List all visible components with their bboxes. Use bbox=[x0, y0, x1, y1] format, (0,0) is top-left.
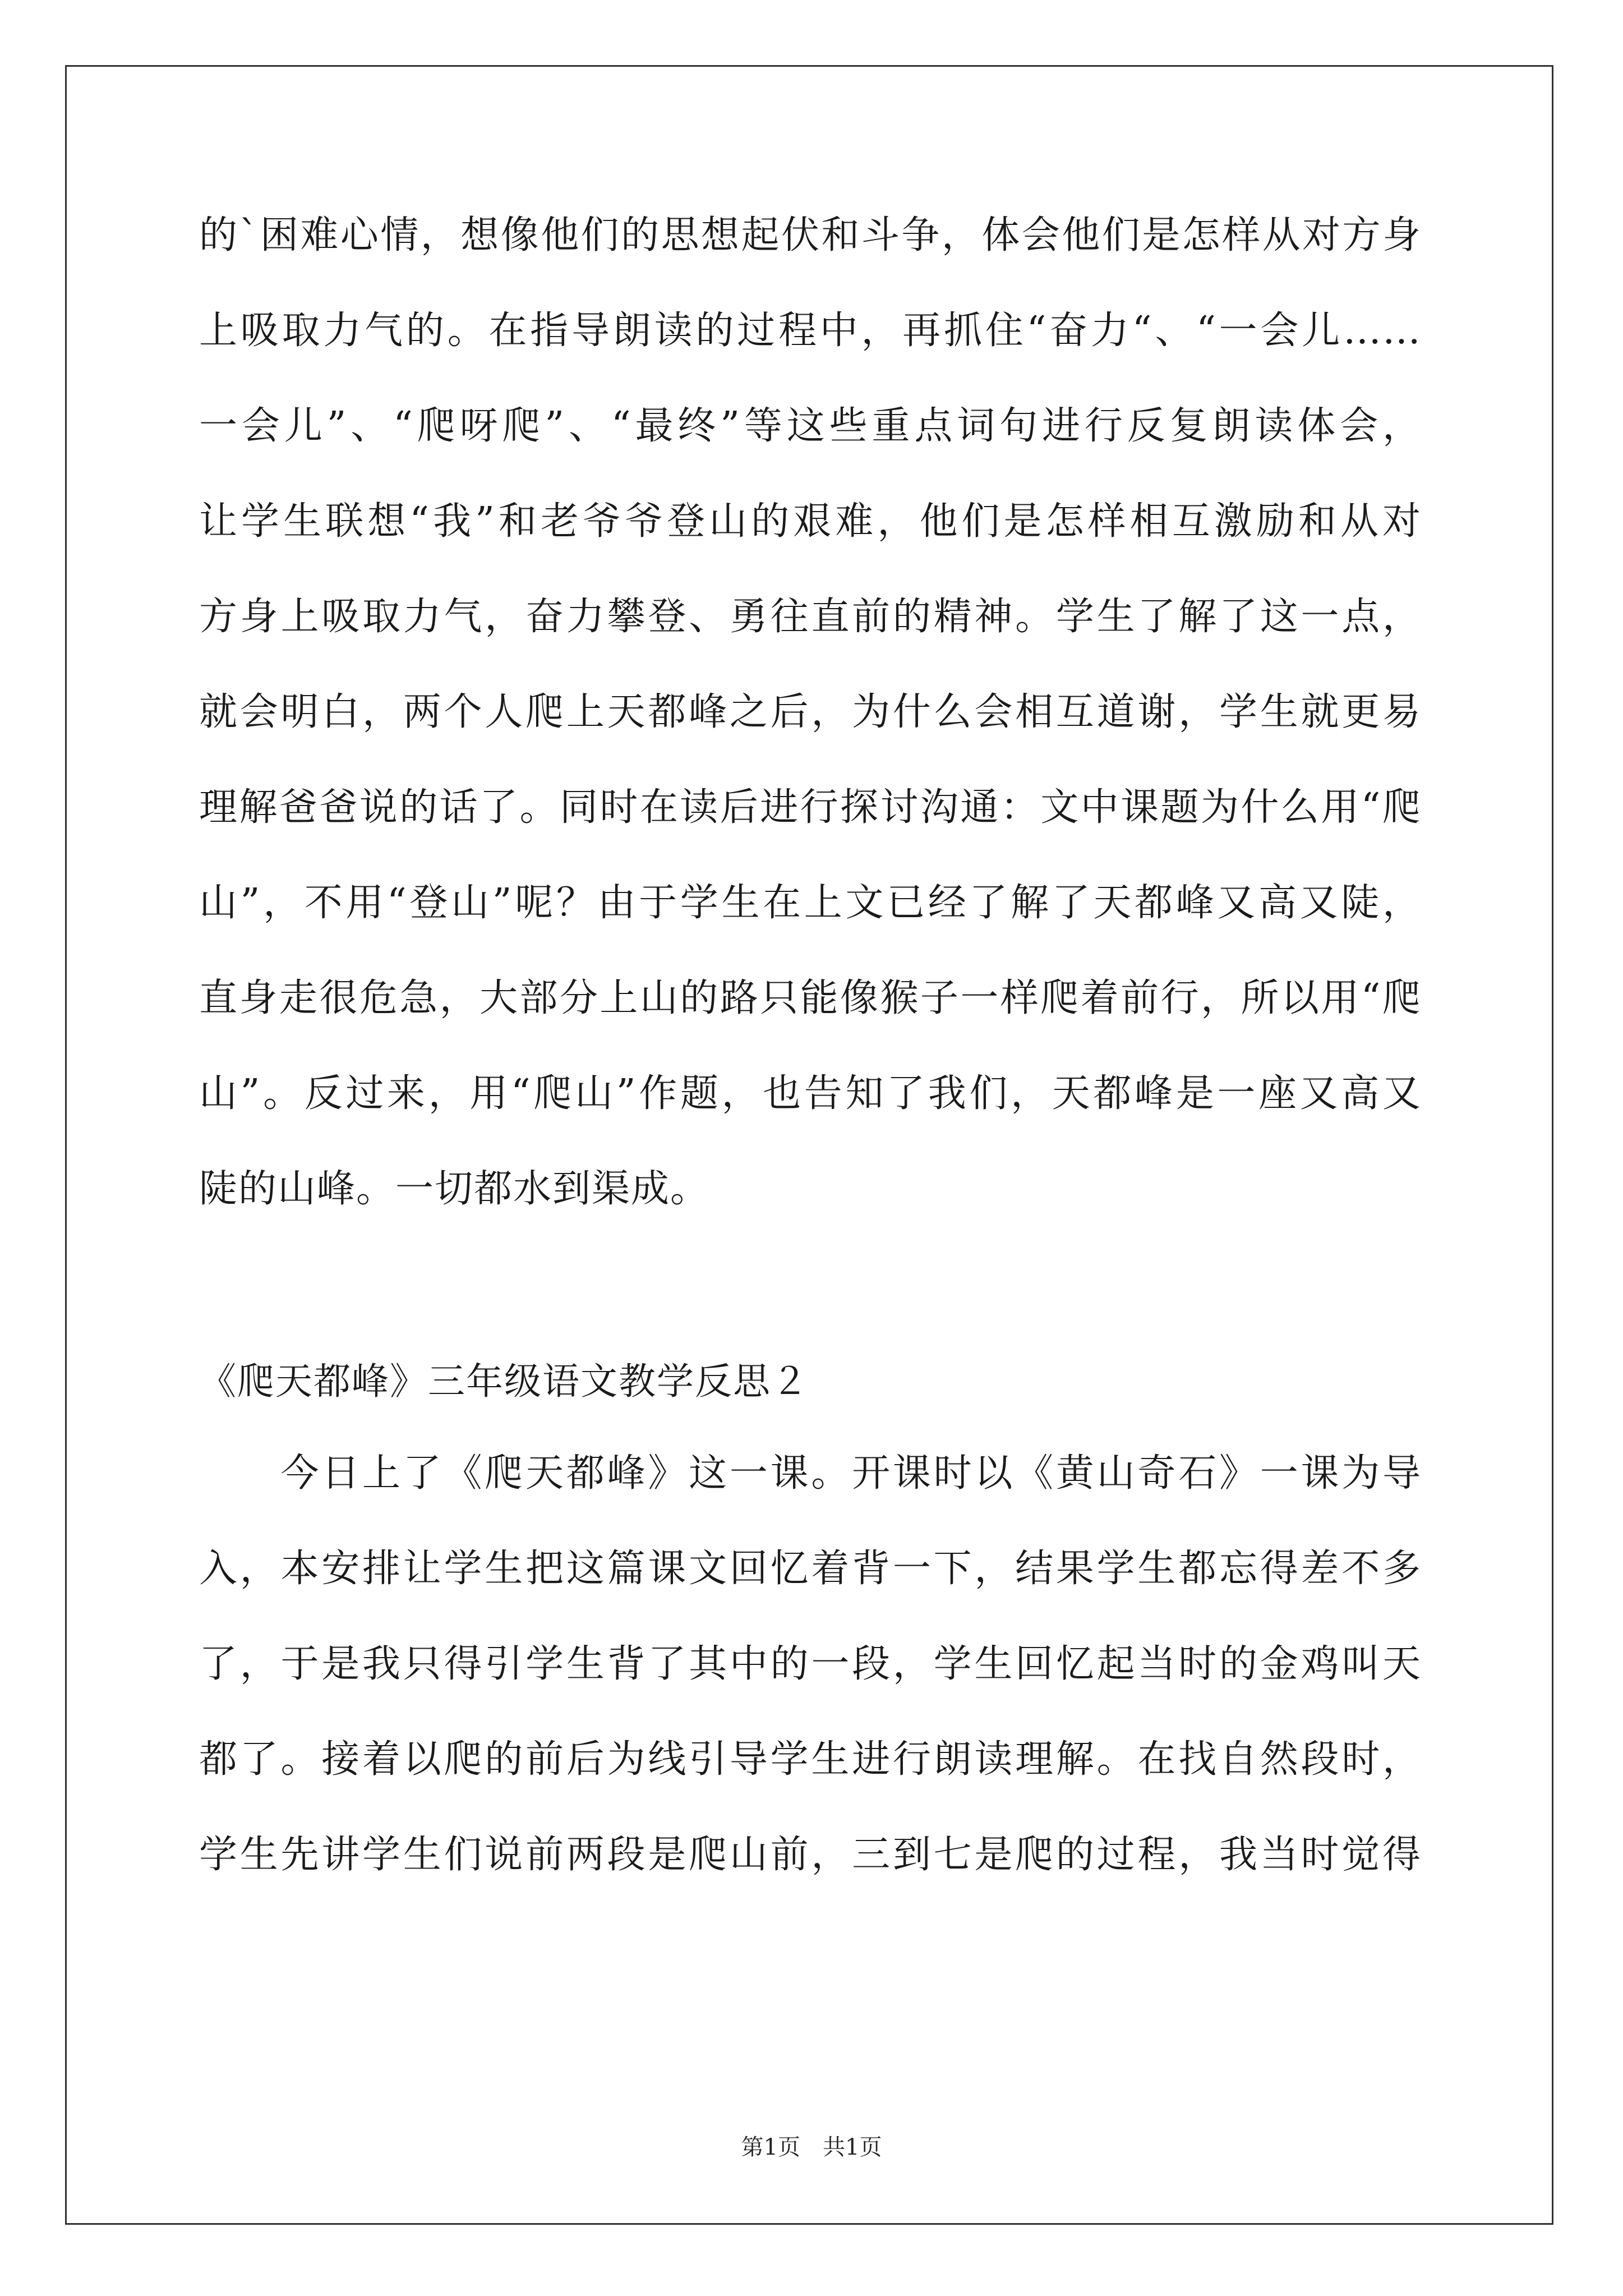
paragraph1-line-5: 方身上吸取力气，奋力攀登、勇往直前的精神。学生了解了这一点， bbox=[199, 595, 1422, 639]
section-heading: 《爬天都峰》三年级语文教学反思２ bbox=[199, 1360, 809, 1403]
paragraph2-line-3: 了，于是我只得引学生背了其中的一段，学生回忆起当时的金鸡叫天 bbox=[199, 1642, 1422, 1686]
paragraph1-line-4: 让学生联想“我”和老爷爷登山的艰难，他们是怎样相互激励和从对 bbox=[199, 499, 1422, 544]
paragraph1-line-6: 就会明白，两个人爬上天都峰之后，为什么会相互道谢，学生就更易 bbox=[199, 690, 1422, 734]
paragraph1-line-9: 直身走很危急，大部分上山的路只能像猴子一样爬着前行，所以用“爬 bbox=[199, 976, 1422, 1020]
paragraph1-line-1: 的`困难心情，想像他们的思想起伏和斗争，体会他们是怎样从对方身 bbox=[199, 213, 1422, 257]
paragraph1-line-10: 山”。反过来，用“爬山”作题，也告知了我们，天都峰是一座又高又 bbox=[199, 1071, 1422, 1116]
paragraph1-line-2: 上吸取力气的。在指导朗读的过程中，再抓住“奋力“、“一会儿…… bbox=[199, 309, 1422, 353]
paragraph2-line-4: 都了。接着以爬的前后为线引导学生进行朗读理解。在找自然段时， bbox=[199, 1737, 1422, 1782]
paragraph2-line-5: 学生先讲学生们说前两段是爬山前，三到七是爬的过程，我当时觉得 bbox=[199, 1833, 1422, 1877]
paragraph2-line-1: 今日上了《爬天都峰》这一课。开课时以《黄山奇石》一课为导 bbox=[199, 1451, 1422, 1496]
paragraph1-line-3: 一会儿”、“爬呀爬”、“最终”等这些重点词句进行反复朗读体会， bbox=[199, 404, 1422, 448]
paragraph1-line-7: 理解爸爸说的话了。同时在读后进行探讨沟通：文中课题为什么用“爬 bbox=[199, 785, 1422, 830]
paragraph1-line-11: 陡的山峰。一切都水到渠成。 bbox=[199, 1167, 710, 1211]
page-footer: 第1页 共1页 bbox=[741, 2134, 882, 2160]
page-border bbox=[65, 65, 1553, 2225]
paragraph2-line-2: 入，本安排让学生把这篇课文回忆着背一下，结果学生都忘得差不多 bbox=[199, 1547, 1422, 1591]
paragraph1-line-8: 山”，不用“登山”呢？由于学生在上文已经了解了天都峰又高又陡， bbox=[199, 881, 1422, 925]
